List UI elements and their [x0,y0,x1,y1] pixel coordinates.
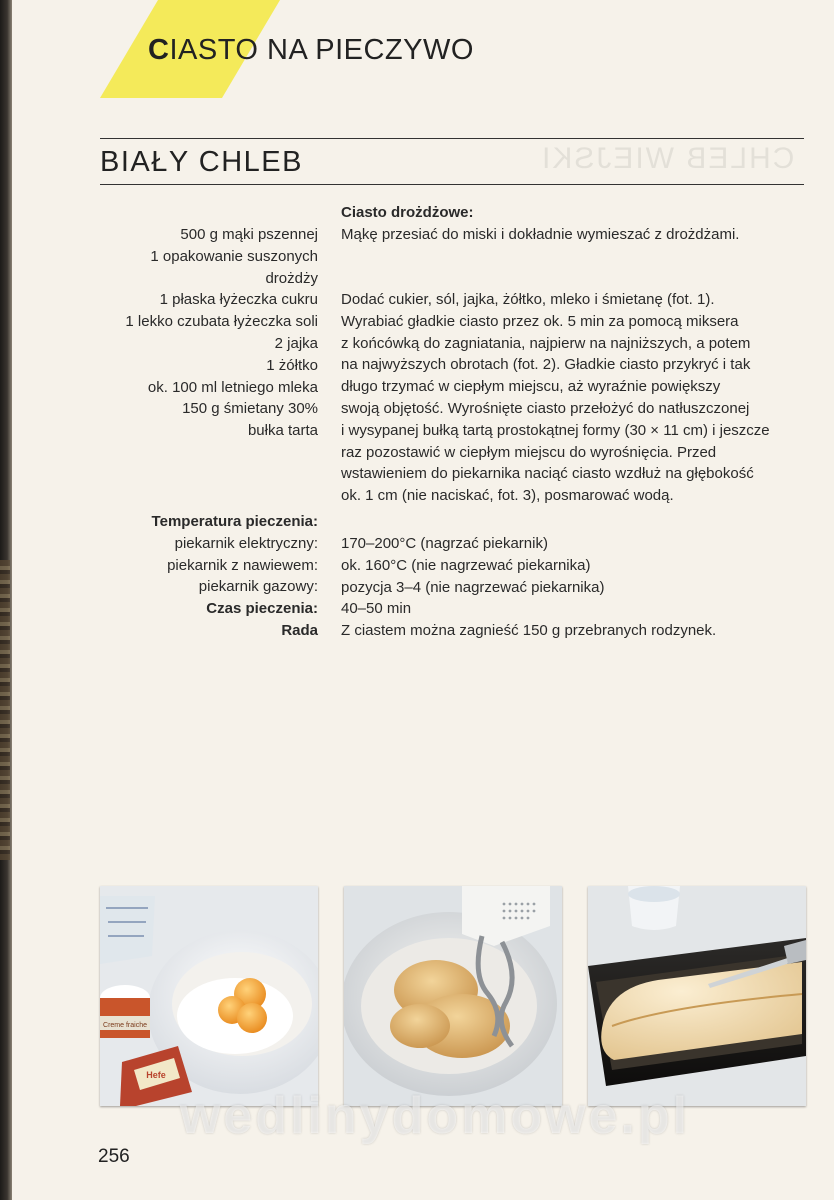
book-edge-strip [0,560,10,860]
tip-label: Rada [281,621,318,639]
oven-gas-label: piekarnik gazowy: [198,578,318,596]
method-line: Dodać cukier, sól, jajka, żółtko, mleko i śmietanę (fot. 1). [341,291,715,308]
ingredient-item: 1 lekko czubata łyżeczka soli [125,313,318,331]
method-paragraph-2 [341,289,770,507]
tip-value: Z ciastem można zagnieść 150 g przebranych rodzynek. [341,622,717,640]
method-heading [341,202,474,224]
section-title-initial: C [148,34,170,66]
oven-gas-value: pozycja 3–4 (nie nagrzewać piekarnika) [341,578,605,596]
ingredient-item: 1 płaska łyżeczka cukru [159,291,318,309]
section-title [148,34,474,67]
cream-label: Creme fraiche [103,1022,147,1029]
oven-electric-label: piekarnik elektryczny: [174,534,318,552]
ingredient-item: 2 jajka [274,334,318,352]
watermark: wedlinydomowe.pl [179,1087,691,1145]
method-line: raz pozostawić w ciepłym miejscu do wyrośnięcia. Przed [341,443,717,461]
method-line: na najwyższych obrotach (fot. 2). Gładkie ciasto przykryć i tak [341,356,751,374]
ingredient-item: drożdży [265,269,318,287]
method-line: długo trzymać w ciepłym miejscu, aż wyraźnie powiększy [341,378,721,396]
method-paragraph-1 [341,224,739,246]
method-line: i wysypanej bułką tartą prostokątnej formy (30 × 11 cm) i jeszcze [341,421,770,439]
method-line: Mąkę przesiać do miski i dokładnie wymieszać z drożdżami. [341,226,740,243]
method-line: z końcówką do zagniatania, najpierw na najniższych, a potem [341,334,751,352]
title-rule-top [100,138,804,139]
method-line: wstawieniem do piekarnika naciąć ciasto wzdłuż na głębokość [341,465,754,483]
ingredient-item: 1 opakowanie suszonych [150,247,318,265]
method-line: Wyrabiać gładkie ciasto przez ok. 5 min za pomocą miksera [341,312,739,330]
baking-time-label: Czas pieczenia: [206,600,318,618]
baking-values [341,533,716,642]
oven-fan-label: piekarnik z nawiewem: [167,556,318,574]
recipe-title: BIAŁY CHLEB [100,146,303,178]
baking-labels [152,511,318,642]
ingredient-item: bułka tarta [247,422,318,440]
oven-fan-value: ok. 160°C (nie nagrzewać piekarnika) [341,556,591,574]
method-heading-text: Ciasto drożdżowe: [341,204,474,221]
photo-3-loaf-in-tin [588,886,806,1106]
bleed-through-text: CHLEB WIEJSKI [540,142,795,175]
section-title-rest: IASTO NA PIECZYWO [169,34,474,66]
ingredient-item: 150 g śmietany 30% [182,400,318,418]
method-line: ok. 1 cm (nie naciskać, fot. 3), posmarować wodą. [341,487,674,505]
title-rule-bottom [100,184,804,185]
photo-2-mixer-dough [344,886,562,1106]
ingredients-list [125,224,318,442]
oven-electric-value: 170–200°C (nagrzać piekarnik) [341,535,548,552]
baking-time-value: 40–50 min [341,600,412,618]
ingredient-item: 500 g mąki pszennej [180,226,318,243]
ingredient-item: 1 żółtko [266,356,318,374]
photo-1-flour-eggs [100,886,318,1106]
page-number: 256 [98,1146,130,1167]
baking-temperature-heading: Temperatura pieczenia: [151,513,318,530]
ingredient-item: ok. 100 ml letniego mleka [147,378,318,396]
yeast-label: Hefe [146,1070,166,1080]
method-line: swoją objętość. Wyrośnięte ciasto przełożyć do natłuszczonej [341,399,750,417]
